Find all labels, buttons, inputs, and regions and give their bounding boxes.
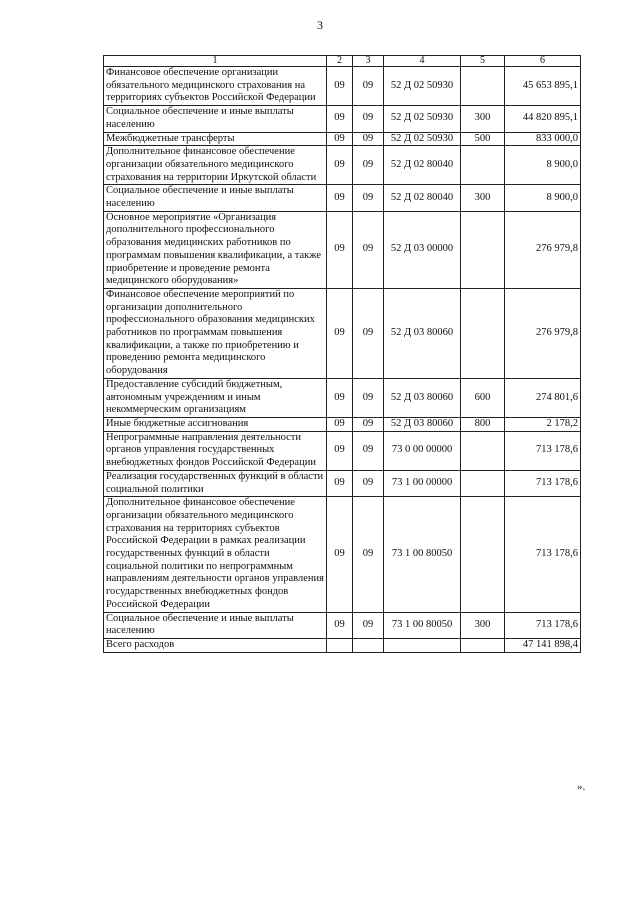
row-expense-type-cell [461,146,505,185]
row-expense-type-cell [461,497,505,612]
row-amount-cell: 2 178,2 [505,417,581,431]
row-name-cell: Предоставление субсидий бюджетным, автономным учреждениям и иным некоммерческим организациям [104,378,327,417]
row-target-article-cell: 52 Д 03 80060 [384,378,461,417]
row-amount-cell: 47 141 898,4 [505,638,581,652]
table-row [104,211,581,288]
table-row [104,67,581,106]
row-amount-cell: 274 801,6 [505,378,581,417]
table-row [104,146,581,185]
row-target-article-cell: 52 Д 03 80060 [384,417,461,431]
header-row [104,56,581,67]
row-section-cell: 09 [327,497,353,612]
row-subsection-cell: 09 [353,497,384,612]
header-col-1: 1 [104,56,327,67]
table-row [104,288,581,378]
table-row [104,106,581,132]
row-subsection-cell: 09 [353,288,384,378]
row-subsection-cell: 09 [353,612,384,638]
row-name-cell: Дополнительное финансовое обеспечение организации обязательного медицинского страхования на территории Иркутской области [104,146,327,185]
row-target-article-cell: 52 Д 02 50930 [384,106,461,132]
row-subsection-cell: 09 [353,146,384,185]
row-section-cell: 09 [327,146,353,185]
row-name-cell: Финансовое обеспечение организации обязательного медицинского страхования на территориях субъектов Российской Федерации [104,67,327,106]
row-target-article-cell: 52 Д 03 80060 [384,288,461,378]
row-expense-type-cell: 300 [461,185,505,211]
row-target-article-cell: 52 Д 02 80040 [384,185,461,211]
row-name-cell: Финансовое обеспечение мероприятий по организации дополнительного профессионального образования медицинских работников по программам повышения квалификации, а также по приобретению и проведению ремонта медицинского оборудования [104,288,327,378]
row-section-cell: 09 [327,288,353,378]
row-subsection-cell: 09 [353,417,384,431]
table-row [104,470,581,496]
row-subsection-cell [353,638,384,652]
row-target-article-cell: 52 Д 02 50930 [384,132,461,146]
table-row [104,185,581,211]
header-col-6: 6 [505,56,581,67]
row-subsection-cell: 09 [353,67,384,106]
row-name-cell: Непрограммные направления деятельности органов управления государственных внебюджетных фондов Российской Федерации [104,431,327,470]
row-name-cell: Социальное обеспечение и иные выплаты населению [104,612,327,638]
table-header [104,56,581,67]
row-amount-cell: 276 979,8 [505,211,581,288]
row-name-cell: Социальное обеспечение и иные выплаты населению [104,106,327,132]
row-target-article-cell: 52 Д 02 50930 [384,67,461,106]
page-number: 3 [317,18,323,32]
closing-mark: ». [577,781,586,793]
row-amount-cell: 713 178,6 [505,431,581,470]
row-expense-type-cell [461,638,505,652]
row-subsection-cell: 09 [353,132,384,146]
row-subsection-cell: 09 [353,378,384,417]
row-section-cell: 09 [327,106,353,132]
row-amount-cell: 45 653 895,1 [505,67,581,106]
row-name-cell: Межбюджетные трансферты [104,132,327,146]
header-col-2: 2 [327,56,353,67]
table-row [104,378,581,417]
row-subsection-cell: 09 [353,470,384,496]
header-col-5: 5 [461,56,505,67]
row-subsection-cell: 09 [353,211,384,288]
row-section-cell: 09 [327,132,353,146]
table-row [104,417,581,431]
table-row [104,638,581,652]
row-expense-type-cell: 300 [461,106,505,132]
row-name-cell: Иные бюджетные ассигнования [104,417,327,431]
row-name-cell: Основное мероприятие «Организация дополнительного профессионального образования медицинских работников по программам повышения квалификации, а также приобретение и проведение ремонта медицинского оборудования» [104,211,327,288]
row-target-article-cell: 73 1 00 80050 [384,612,461,638]
header-col-3: 3 [353,56,384,67]
row-expense-type-cell: 300 [461,612,505,638]
row-section-cell: 09 [327,67,353,106]
table-row [104,612,581,638]
header-col-4: 4 [384,56,461,67]
row-expense-type-cell [461,67,505,106]
row-section-cell: 09 [327,185,353,211]
row-subsection-cell: 09 [353,431,384,470]
table-row [104,431,581,470]
row-target-article-cell: 52 Д 03 00000 [384,211,461,288]
row-subsection-cell: 09 [353,185,384,211]
row-amount-cell: 833 000,0 [505,132,581,146]
row-target-article-cell [384,638,461,652]
row-target-article-cell: 73 1 00 80050 [384,497,461,612]
row-expense-type-cell: 800 [461,417,505,431]
row-amount-cell: 8 900,0 [505,185,581,211]
row-section-cell: 09 [327,470,353,496]
row-amount-cell: 713 178,6 [505,470,581,496]
row-section-cell: 09 [327,612,353,638]
table-row [104,497,581,612]
table-body [104,67,581,653]
row-name-cell: Социальное обеспечение и иные выплаты населению [104,185,327,211]
row-subsection-cell: 09 [353,106,384,132]
row-expense-type-cell [461,288,505,378]
row-amount-cell: 713 178,6 [505,612,581,638]
row-amount-cell: 713 178,6 [505,497,581,612]
row-target-article-cell: 52 Д 02 80040 [384,146,461,185]
row-name-cell: Реализация государственных функций в области социальной политики [104,470,327,496]
row-expense-type-cell: 500 [461,132,505,146]
row-expense-type-cell [461,431,505,470]
row-amount-cell: 44 820 895,1 [505,106,581,132]
row-section-cell: 09 [327,431,353,470]
row-expense-type-cell: 600 [461,378,505,417]
row-amount-cell: 8 900,0 [505,146,581,185]
row-target-article-cell: 73 0 00 00000 [384,431,461,470]
row-name-cell: Всего расходов [104,638,327,652]
row-name-cell: Дополнительное финансовое обеспечение организации обязательного медицинского страхования на территориях субъектов Российской Федерации в рамках реализации государственных функций в области социальной политики по непрограммным направлениям деятельности органов управления государственных внебюджетных фондов Российской Федерации [104,497,327,612]
row-section-cell [327,638,353,652]
row-section-cell: 09 [327,378,353,417]
row-section-cell: 09 [327,211,353,288]
table-row [104,132,581,146]
row-target-article-cell: 73 1 00 00000 [384,470,461,496]
row-expense-type-cell [461,470,505,496]
budget-table [103,55,581,653]
row-amount-cell: 276 979,8 [505,288,581,378]
row-section-cell: 09 [327,417,353,431]
row-expense-type-cell [461,211,505,288]
